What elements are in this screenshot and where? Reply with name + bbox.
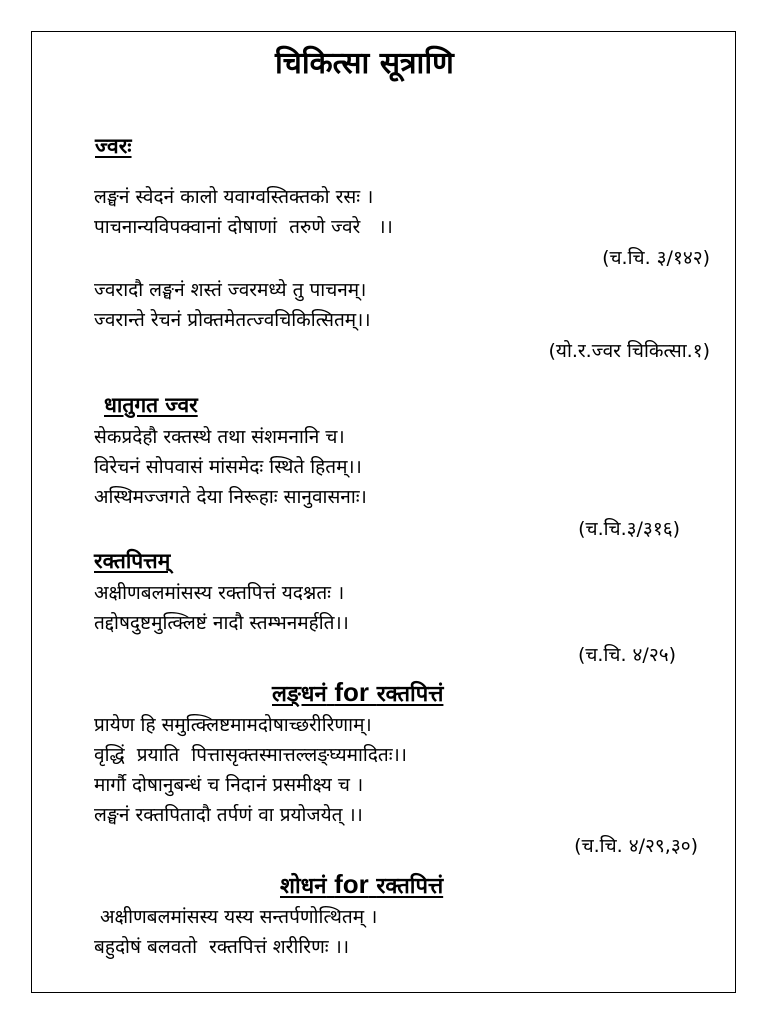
reference: (यो.र.ज्वर चिकित्सा.१) [548, 340, 710, 362]
verse-line: ज्वरादौ लङ्घनं शस्तं ज्वरमध्ये तु पाचनम्। [94, 279, 367, 301]
heading-shodhanam-for-raktapittam [280, 868, 443, 903]
reference: (च.चि. ४/२५) [577, 644, 676, 666]
verse-line: तद्दोषदुष्टमुत्क्लिष्टं नादौ स्तम्भनमर्हति।। [94, 612, 349, 634]
verse-line: अस्थिमज्जगते देया निरूहाः सानुवासनाः। [94, 486, 367, 508]
heading-langhanam-for-raktapittam [272, 676, 443, 711]
verse-line: मार्गौ दोषानुबन्धं च निदानं प्रसमीक्ष्य च । [94, 774, 364, 796]
verse-line: प्रायेण हि समुत्क्लिष्टमामदोषाच्छरीरिणाम्। [94, 714, 372, 736]
verse-line: अक्षीणबलमांसस्य रक्तपित्तं यदश्नतः । [94, 582, 345, 604]
heading-word: लङ्धनं [272, 682, 327, 707]
heading-word-for: for [334, 677, 370, 707]
heading-raktapittam: रक्तपित्तम् [94, 549, 171, 573]
verse-line: विरेचनं सोपवासं मांसमेदः स्थिते हितम्।। [94, 456, 362, 478]
page-title: चिकित्सा सूत्राणि [275, 46, 454, 81]
verse-line: ज्वरान्ते रेचनं प्रोक्तमेतत्ज्वचिकित्सितम्।। [94, 309, 371, 331]
reference: (च.चि.३/३१६) [578, 518, 680, 540]
verse-line: लङ्घनं रक्तपितादौ तर्पणं वा प्रयोजयेत् ।। [94, 804, 363, 826]
heading-dhatugata-jvara: धातुगत ज्वर [104, 393, 198, 417]
verse-line: पाचनान्यविपक्वानां दोषाणां तरुणे ज्वरे ।। [94, 216, 393, 238]
reference: (च.चि. ४/२९,३०) [574, 835, 698, 857]
verse-line: बहुदोषं बलवतो रक्तपित्तं शरीरिणः ।। [94, 936, 350, 958]
heading-word: शोधनं [280, 874, 327, 899]
heading-word: रक्तपित्तं [376, 682, 444, 707]
verse-line: सेकप्रदेहौ रक्तस्थे तथा संशमनानि च। [94, 426, 345, 448]
verse-line: अक्षीणबलमांसस्य यस्य सन्तर्पणोत्थितम् । [100, 906, 378, 928]
heading-word-for: for [334, 869, 369, 899]
heading-word: रक्तपित्तं [376, 874, 444, 899]
heading-jvara: ज्वरः [95, 134, 132, 158]
verse-line: वृद्धिं प्रयाति पित्तासृक्तस्मात्तल्लङ्घ्यमादितः।। [94, 744, 407, 766]
verse-line: लङ्घनं स्वेदनं कालो यवाग्वस्तिक्तको रसः । [94, 186, 374, 208]
reference: (च.चि. ३/१४२) [602, 247, 710, 269]
